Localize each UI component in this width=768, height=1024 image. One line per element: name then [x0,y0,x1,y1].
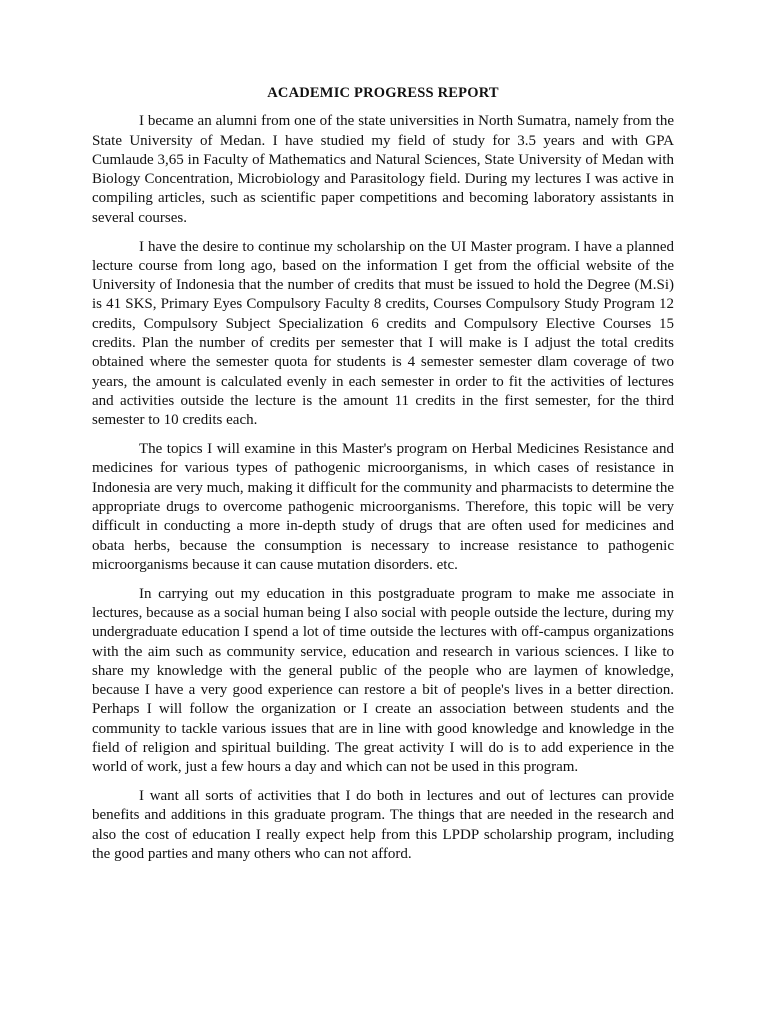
paragraph-expectations: I want all sorts of activities that I do both in lectures and out of lectures can provide benefits and additions in this graduate program. The things that are needed in the research and also the cost of education I really expect help from this LPDP scholarship program, including the good parties and many others who can not afford. [92,788,674,862]
paragraph-research-topic: The topics I will examine in this Master's program on Herbal Medicines Resistance and medicines for various types of pathogenic microorganisms, in which cases of resistance in Indonesia are very much, making it difficult for the community and pharmacists to determine the appropriate drugs to overcome pathogenic microorganisms. Therefore, this topic will be very difficult in conducting a more in-depth study of drugs that are often used for medicines and obata herbs, because the consumption is necessary to increase resistance to pathogenic microorganisms because it can cause mutation disorders. etc. [92,441,674,573]
document-body [92,84,674,874]
paragraph-study-plan: I have the desire to continue my scholarship on the UI Master program. I have a planned lecture course from long ago, based on the information I get from the official website of the University of Indonesia that the number of credits that must be issued to hold the Degree (M.Si) is 41 SKS, Primary Eyes Compulsory Faculty 8 credits, Courses Compulsory Study Program 12 credits, Compulsory Subject Specialization 6 credits and Compulsory Elective Courses 15 credits. Plan the number of credits per semester that I will make is I adjust the total credits obtained where the semester quota for students is 4 semester semester dlam coverage of two years, the amount is calculated evenly in each semester in order to fit the activities of lectures and activities outside the lecture is the amount 11 credits in the first semester, for the third semester to 10 credits each. [92,238,674,429]
paragraph-social-activities: In carrying out my education in this postgraduate program to make me associate in lectures, because as a social human being I also social with people outside the lecture, during my undergraduate education I spend a lot of time outside the lectures with off-campus organizations with the aim such as community service, education and research in various sciences. I like to share my knowledge with the general public of the people who are laymen of knowledge, because I have a very good experience can restore a bit of people's lives in a better direction. Perhaps I will follow the organization or I create an association between students and the community to tackle various issues that are in line with good knowledge and knowledge in the field of religion and spiritual building. The great activity I will do is to add experience in the world of work, just a few hours a day and which can not be used in this program. [92,585,674,776]
paragraph-alumni-background: I became an alumni from one of the state universities in North Sumatra, namely from the State University of Medan. I have studied my field of study for 3.5 years and with GPA Cumlaude 3,65 in Faculty of Mathematics and Natural Sciences, State University of Medan with Biology Concentration, Microbiology and Parasitology field. During my lectures I was active in compiling articles, such as scientific paper competitions and becoming laboratory assistants in several courses. [92,113,674,226]
document-title: ACADEMIC PROGRESS REPORT [267,85,499,101]
